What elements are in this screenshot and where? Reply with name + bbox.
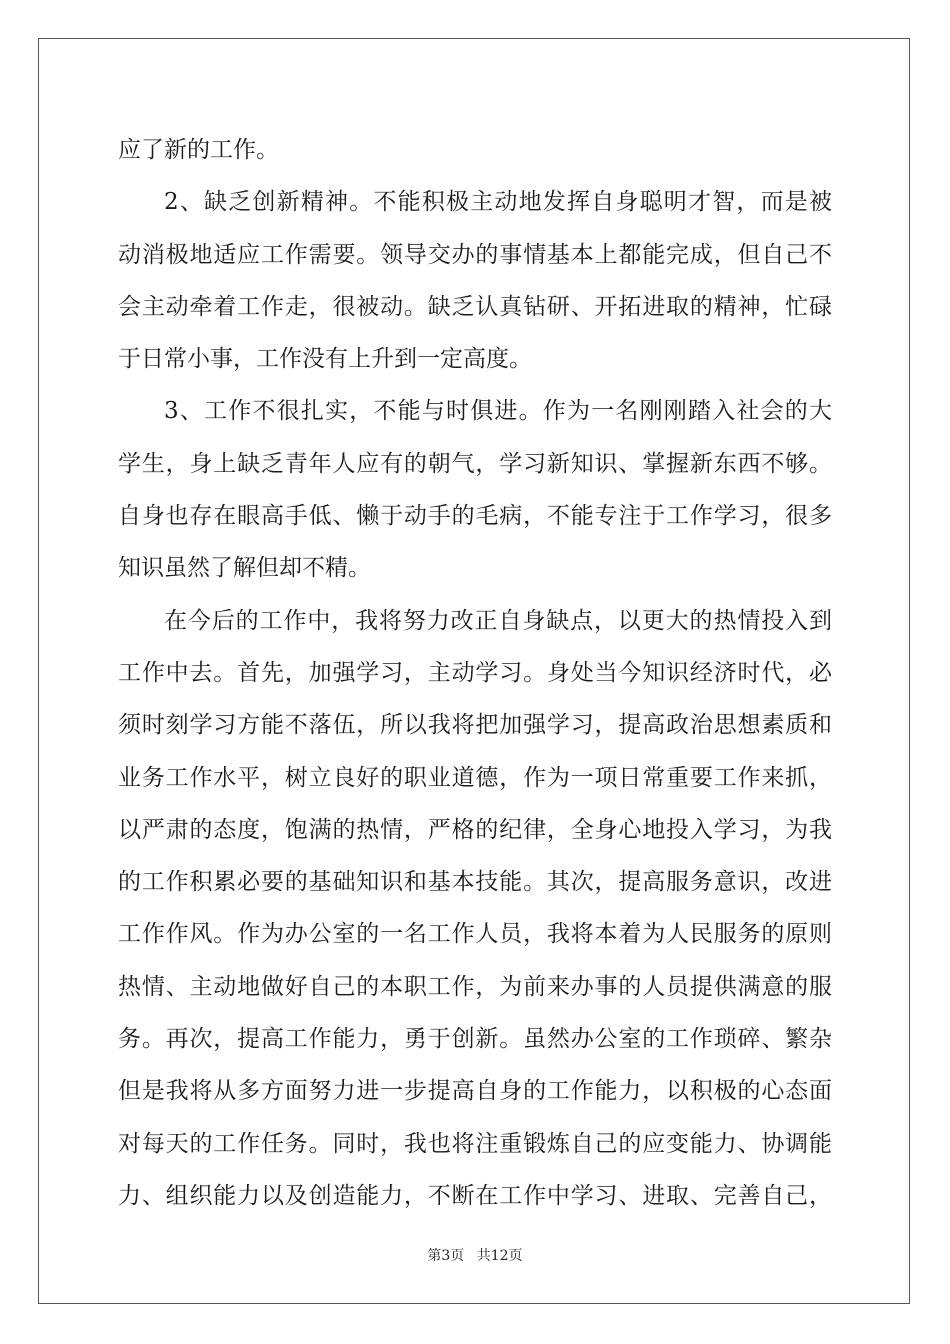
text-line: 3、工作不很扎实，不能与时俱进。作为一名刚刚踏入社会的大 [164,398,832,425]
text-line: 学生，身上缺乏青年人应有的朝气，学习新知识、掌握新东西不够。 [118,450,832,477]
text-line: 会主动牵着工作走，很被动。缺乏认真钻研、开拓进取的精神，忙碌 [118,293,832,320]
document-body [118,124,832,1222]
text-line: 热情、主动地做好自己的本职工作，为前来办事的人员提供满意的服 [118,973,832,1000]
text-line: 应了新的工作。 [118,137,279,163]
text-line: 的工作积累必要的基础知识和基本技能。其次，提高服务意识，改进 [118,869,832,896]
text-line: 知识虽然了解但却不精。 [118,555,371,582]
current-page-number: 第3页 [427,1248,465,1264]
text-line: 力、组织能力以及创造能力，不断在工作中学习、进取、完善自己， [118,1182,832,1209]
page-footer [0,1245,950,1265]
text-line: 动消极地适应工作需要。领导交办的事情基本上都能完成，但自己不 [118,241,832,268]
text-line: 但是我将从多方面努力进一步提高自身的工作能力，以积极的心态面 [118,1078,832,1105]
text-line: 以严肃的态度，饱满的热情，严格的纪律，全身心地投入学习，为我 [118,816,832,843]
text-line: 于日常小事，工作没有上升到一定高度。 [118,346,532,373]
text-line: 工作中去。首先，加强学习，主动学习。身处当今知识经济时代，必 [118,659,832,686]
text-line: 在今后的工作中，我将努力改正自身缺点，以更大的热情投入到 [164,607,832,634]
text-line: 对每天的工作任务。同时，我也将注重锻炼自己的应变能力、协调能 [118,1130,832,1157]
text-line: 业务工作水平，树立良好的职业道德，作为一项日常重要工作来抓， [118,764,832,791]
total-pages: 共12页 [476,1248,523,1264]
text-line: 须时刻学习方能不落伍，所以我将把加强学习，提高政治思想素质和 [118,712,832,739]
text-line: 务。再次，提高工作能力，勇于创新。虽然办公室的工作琐碎、繁杂 [118,1026,832,1053]
text-line: 2、缺乏创新精神。不能积极主动地发挥自身聪明才智，而是被 [164,189,832,216]
text-line: 自身也存在眼高手低、懒于动手的毛病，不能专注于工作学习，很多 [118,503,832,530]
text-line: 工作作风。作为办公室的一名工作人员，我将本着为人民服务的原则 [118,921,832,948]
